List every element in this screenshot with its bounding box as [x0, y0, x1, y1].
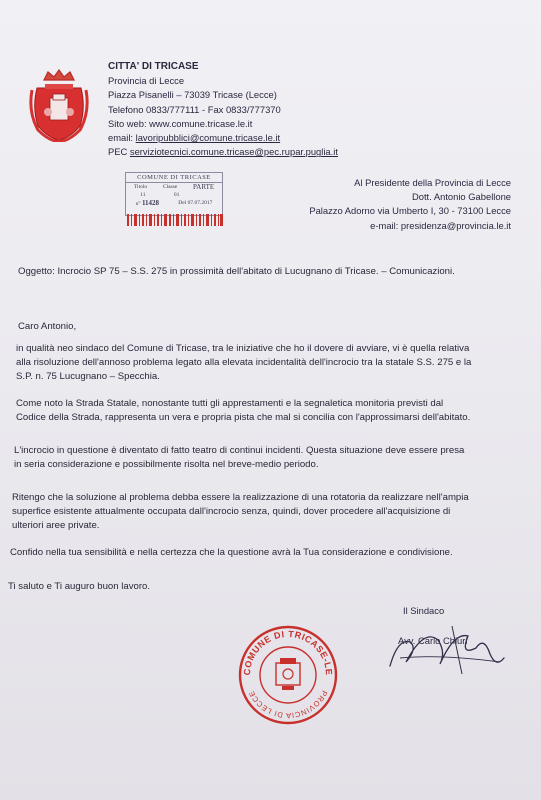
text-line: superfice esistente attualmente occupata dall'incrocio senza, quindi, dover procedere all'acquisizione di — [12, 506, 451, 517]
text-line: Come noto la Strada Statale, nonostante tutti gli apprestamenti e la segnaletica monitoria previsti dal — [16, 398, 444, 409]
protocol-date: 07.07.2017 — [187, 200, 213, 206]
text-line: in seria considerazione e possibilmente risolta nel breve-medio periodo. — [14, 459, 319, 470]
text-line: alla risoluzione dell'annoso problema legato alla elevata incidentalità dell'incrocio tra la statale S.S. 275 e la — [16, 357, 472, 368]
recipient-line-2: Dott. Antonio Gabellone — [411, 191, 511, 203]
protocol-office: COMUNE DI TRICASE — [126, 173, 222, 183]
paragraph-2 — [16, 397, 536, 425]
text-line: Ritengo che la soluzione al problema debba essere la realizzazione di una rotatoria da realizzare nell'ampia — [12, 492, 469, 503]
classe-label: Classe — [162, 184, 178, 190]
handwritten-signature-icon — [380, 618, 510, 678]
recipient-line-3: Palazzo Adorno via Umberto I, 30 - 73100 Lecce — [309, 205, 511, 217]
paragraph-4 — [12, 491, 538, 533]
date-label: Del — [178, 200, 187, 206]
protocol-stamp — [125, 172, 223, 216]
svg-text:PROVINCIA DI LECCE — [247, 689, 330, 720]
text-line: S.P. n. 75 Lucugnano – Specchia. — [16, 371, 160, 382]
classe-value: 01 — [173, 192, 180, 198]
seal-bottom-text: PROVINCIA DI LECCE — [246, 689, 330, 721]
phone-line: Telefono 0833/777111 - Fax 0833/777370 — [108, 103, 281, 115]
partenza-label: PARTE — [193, 183, 215, 191]
city-name: CITTA' DI TRICASE — [108, 61, 199, 72]
municipality-header — [108, 60, 338, 159]
pec-prefix: PEC — [108, 146, 130, 158]
municipal-seal-icon — [236, 623, 340, 727]
protocol-number: 11428 — [141, 199, 160, 207]
city-crest-icon — [28, 68, 90, 142]
signatory-name: Avv. Carlo Chiuri — [398, 635, 468, 646]
text-line: L'incrocio in questione è diventato di fatto teatro di continui incidenti. Questa situazione deve essere presa — [14, 445, 465, 456]
text-line: in qualità neo sindaco del Comune di Tricase, tra le iniziative che ho il dovere di avviare, vi è quella relativa — [16, 343, 470, 354]
recipient-line-1: Al Presidente della Provincia di Lecce — [354, 177, 511, 188]
barcode-icon — [127, 214, 223, 226]
titolo-label: Titolo — [133, 184, 148, 190]
text-line: Codice della Strada, rappresenta un vera e propria pista che mal si concilia con l'approssimarsi dell'abitato. — [16, 412, 471, 423]
paragraph-6 — [8, 580, 534, 594]
paragraph-1 — [16, 342, 536, 384]
pec-link[interactable]: serviziotecnici.comune.tricase@pec.rupar.puglia.it — [129, 146, 338, 158]
number-label: n° — [135, 201, 141, 207]
signature-role: Il Sindaco — [403, 605, 445, 616]
titolo-value: 11 — [140, 192, 146, 198]
seal-top-text: COMUNE DI TRICASE-LE — [241, 628, 335, 676]
email-link[interactable]: lavoripubblici@comune.tricase.le.it — [135, 132, 281, 144]
greeting: Caro Antonio, — [18, 321, 77, 332]
text-line: Ti saluto e Ti auguro buon lavoro. — [8, 581, 151, 592]
subject-line: Oggetto: Incrocio SP 75 – S.S. 275 in prossimità dell'abitato di Lucugnano di Tricase. – Comunicazioni. — [18, 266, 455, 277]
website-line: Sito web: www.comune.tricase.le.it — [108, 117, 253, 129]
text-line: ulteriori aree private. — [12, 520, 100, 531]
paragraph-3 — [14, 444, 536, 472]
recipient-line-4: e-mail: presidenza@provincia.le.it — [370, 219, 511, 231]
pec-line — [108, 145, 338, 159]
email-line — [108, 131, 338, 145]
province-line: Provincia di Lecce — [108, 75, 185, 87]
address-line: Piazza Pisanelli – 73039 Tricase (Lecce) — [108, 89, 277, 101]
paragraph-5 — [10, 546, 536, 560]
recipient-block — [309, 176, 511, 233]
email-prefix: email: — [108, 132, 136, 144]
text-line: Confido nella tua sensibilità e nella certezza che la questione avrà la Tua considerazione e condivisione. — [10, 547, 453, 558]
